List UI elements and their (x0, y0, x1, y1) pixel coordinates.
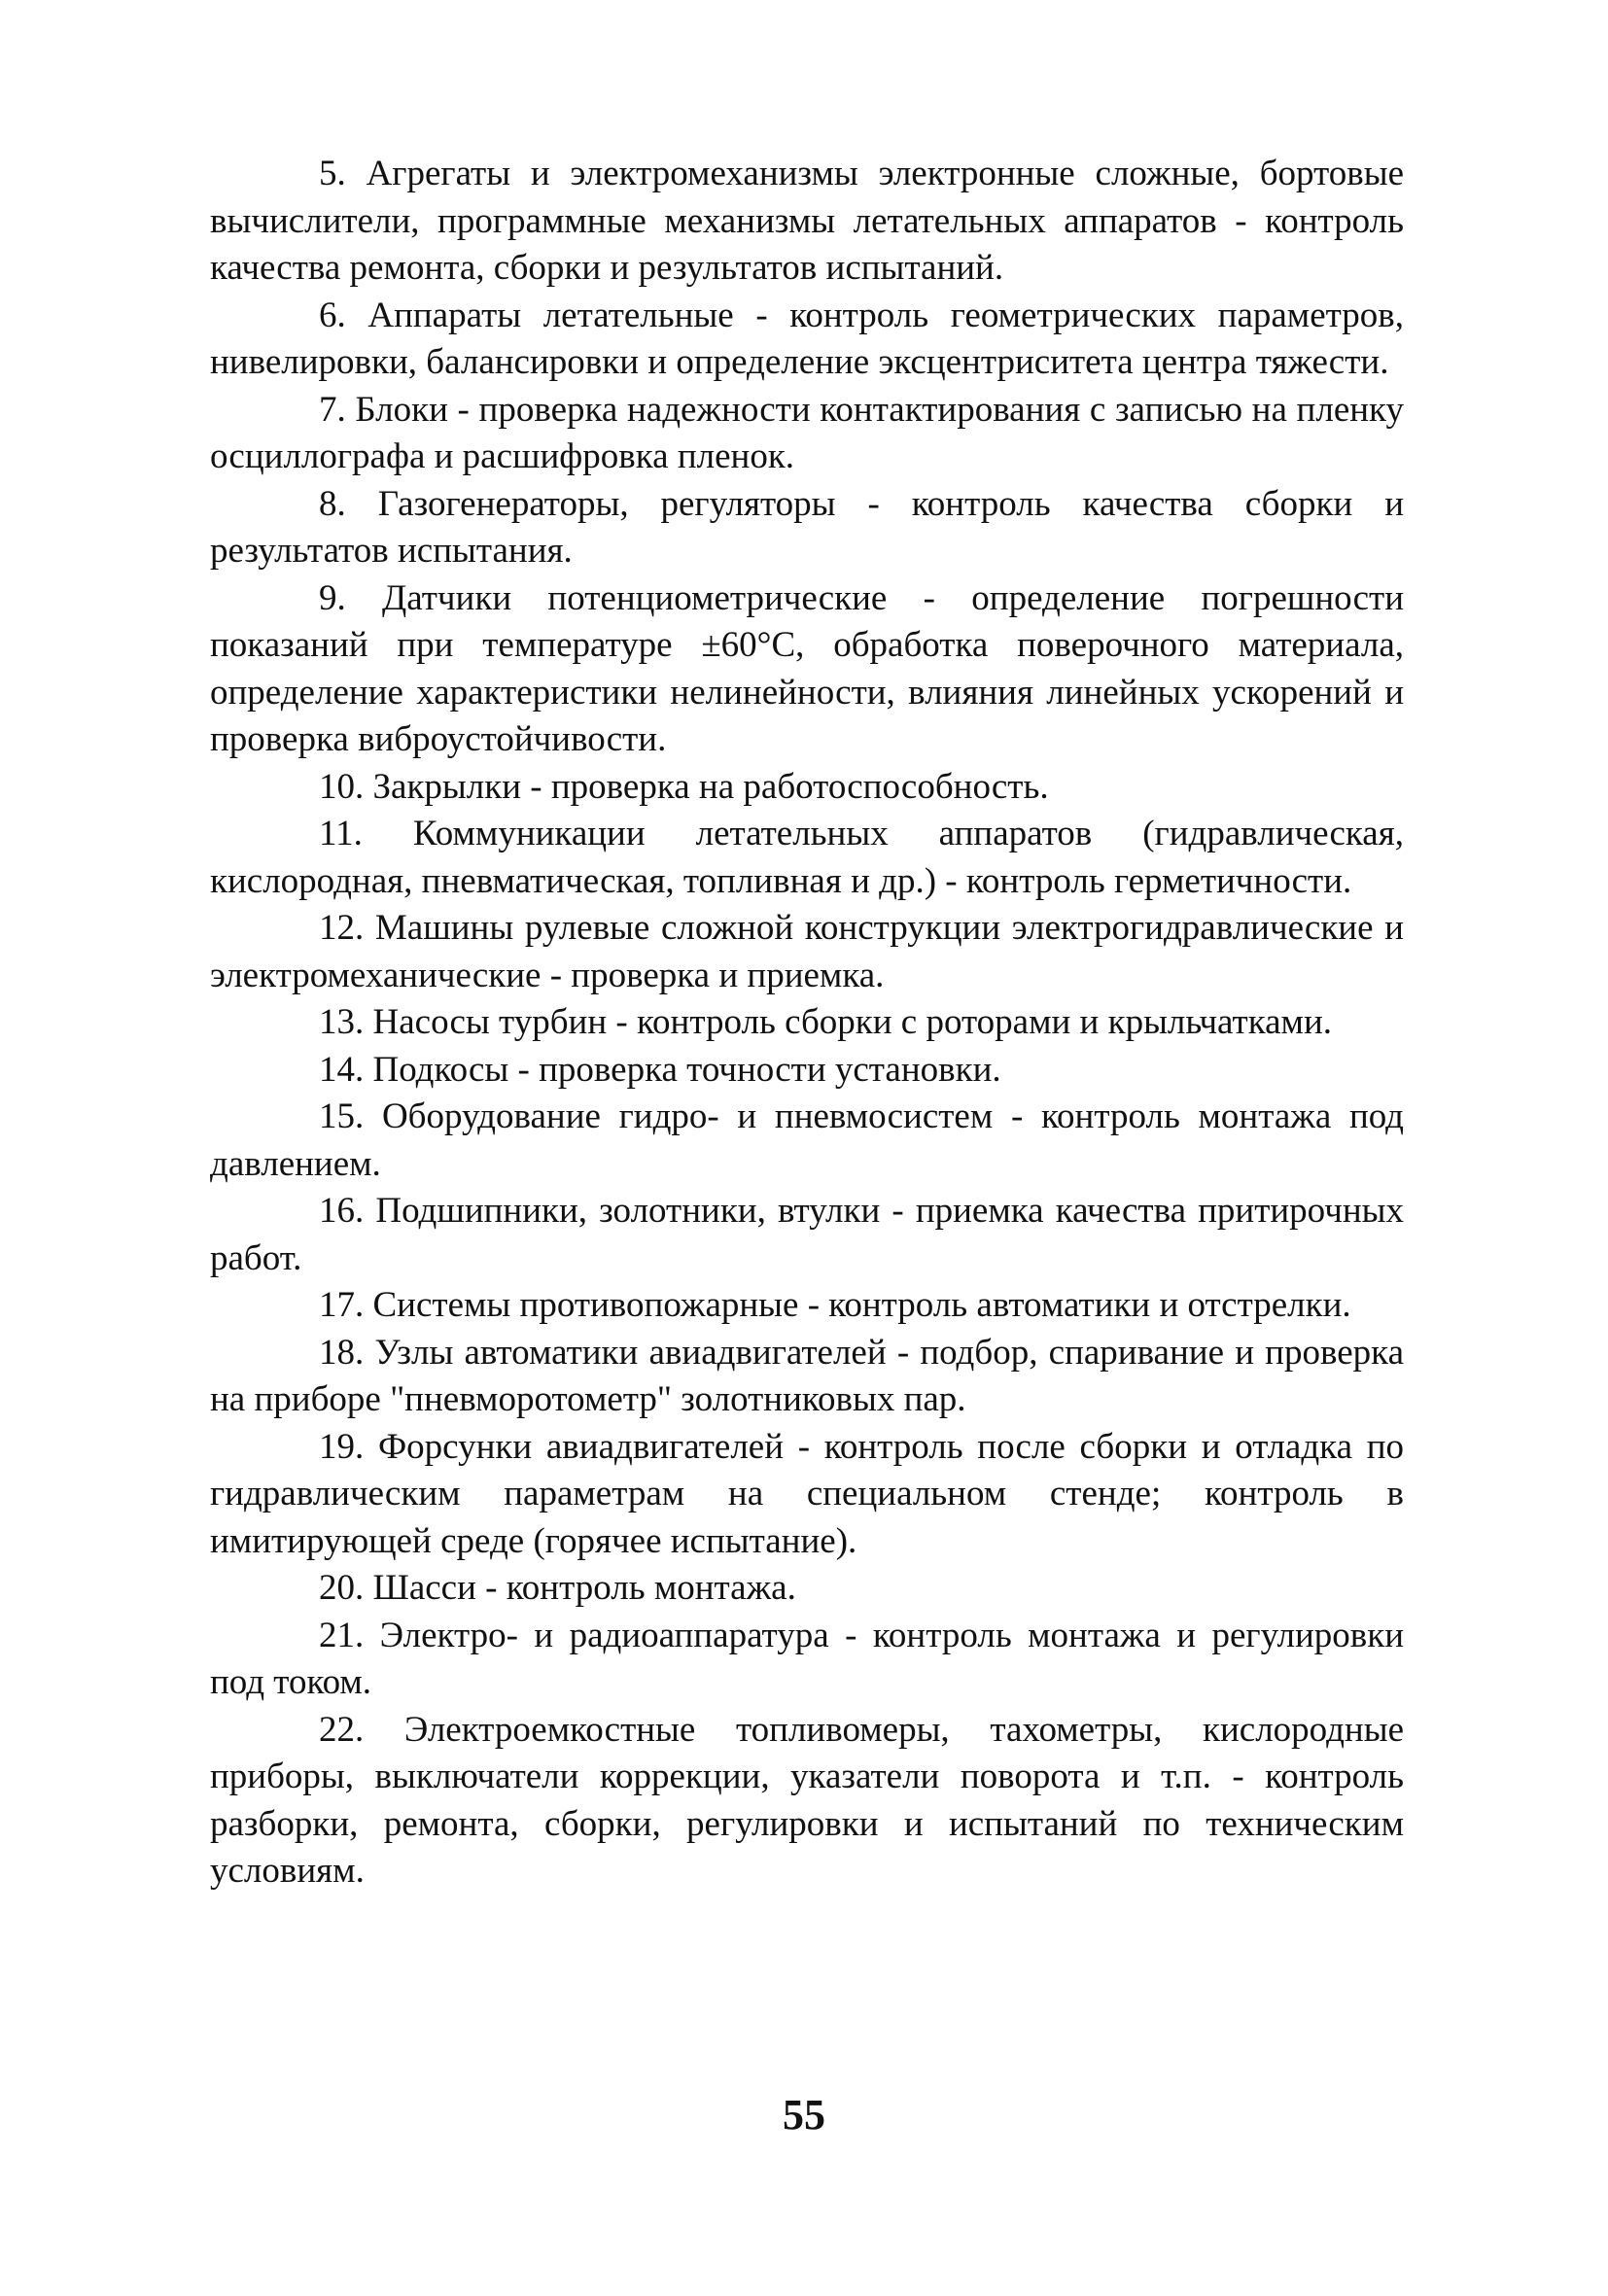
list-item: 5. Агрегаты и электромеханизмы электронные сложные, бортовые вычислители, программные механизмы летательных аппаратов - контроль качества ремонта, сборки и результатов испытаний. (210, 154, 1404, 288)
list-item: 12. Машины рулевые сложной конструкции электрогидравлические и электромеханические - проверка и приемка. (210, 908, 1404, 995)
list-item: 6. Аппараты летательные - контроль геометрических параметров, нивелировки, балансировки и определение эксцентриситета центра тяжести. (210, 295, 1404, 382)
list-item: 19. Форсунки авиадвигателей - контроль после сборки и отладка по гидравлическим параметрам на специальном стенде; контроль в имитирующей среде (горячее испытание). (210, 1426, 1404, 1561)
list-item: 22. Электроемкостные топливомеры, тахометры, кислородные приборы, выключатели коррекции, указатели поворота и т.п. - контроль разборки, ремонта, сборки, регулировки и испытаний по техническим условиям. (210, 1709, 1404, 1891)
list-item: 15. Оборудование гидро- и пневмосистем - контроль монтажа под давлением. (210, 1096, 1404, 1184)
text-block (210, 151, 1404, 1896)
list-item: 8. Газогенераторы, регуляторы - контроль качества сборки и результатов испытания. (210, 483, 1404, 571)
page-number: 55 (783, 2091, 825, 2139)
list-item: 16. Подшипники, золотники, втулки - приемка качества притирочных работ. (210, 1191, 1404, 1278)
list-item: 14. Подкосы - проверка точности установки. (319, 1049, 1001, 1090)
list-item: 21. Электро- и радиоаппаратура - контроль монтажа и регулировки под током. (210, 1615, 1404, 1702)
list-item: 11. Коммуникации летательных аппаратов (гидравлическая, кислородная, пневматическая, топливная и др.) - контроль герметичности. (210, 814, 1404, 901)
list-item: 9. Датчики потенциометрические - определение погрешности показаний при температуре ±60°С, обработка поверочного материала, определение характеристики нелинейности, влияния линейных ускорений и проверка виброустойчивости. (210, 577, 1404, 759)
list-item: 17. Системы противопожарные - контроль автоматики и отстрелки. (319, 1285, 1351, 1325)
list-item: 7. Блоки - проверка надежности контактирования с записью на пленку осциллографа и расшифровка пленок. (210, 389, 1404, 476)
list-item: 20. Шасси - контроль монтажа. (319, 1568, 796, 1608)
list-item: 10. Закрылки - проверка на работоспособность. (319, 766, 1049, 807)
list-item: 18. Узлы автоматики авиадвигателей - подбор, спаривание и проверка на приборе "пневморотометр" золотниковых пар. (210, 1332, 1404, 1419)
list-item: 13. Насосы турбин - контроль сборки с роторами и крыльчатками. (319, 1002, 1332, 1042)
